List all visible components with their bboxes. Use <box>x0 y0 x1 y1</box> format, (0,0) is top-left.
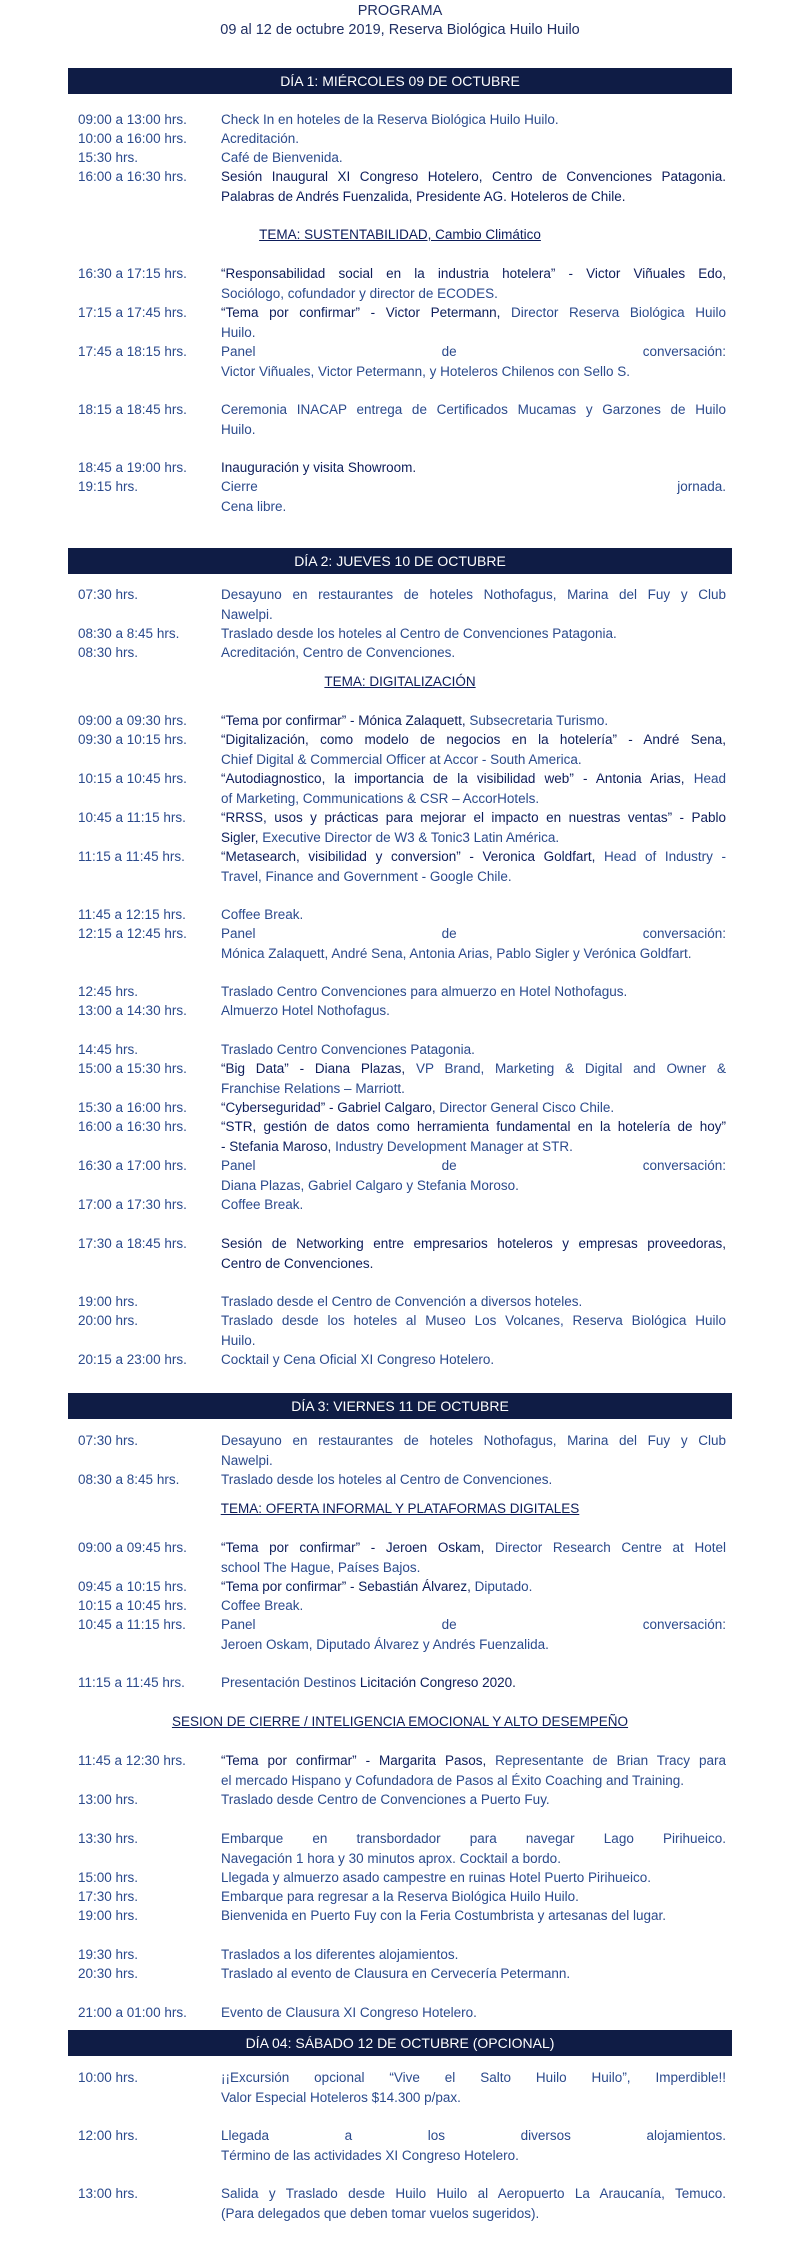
event-line: “Tema por confirmar” - Sebastián Álvarez, Diputado. <box>221 1579 533 1594</box>
event-line: Traslado al evento de Clausura en Cervecería Petermann. <box>221 1966 571 1981</box>
session-topic: SESION DE CIERRE / INTELIGENCIA EMOCIONAL Y ALTO DESEMPEÑO <box>171 1714 629 1729</box>
event-description <box>221 1906 726 1926</box>
event-time: 09:30 a 10:15 hrs. <box>78 732 187 747</box>
event-line: Cocktail y Cena Oficial XI Congreso Hotelero. <box>221 1352 495 1367</box>
event-time: 14:45 hrs. <box>78 1042 139 1057</box>
event-description <box>221 1059 726 1098</box>
event-time: 13:00 hrs. <box>78 1792 139 1807</box>
schedule-row <box>78 808 726 847</box>
event-line: “Digitalización, como modelo de negocios en la hotelería” - André Sena, <box>221 732 726 747</box>
event-description <box>221 477 726 516</box>
event-line: el mercado Hispano y Cofundadora de Pasos al Éxito Coaching and Training. <box>221 1772 685 1788</box>
event-line: Sesión de Networking entre empresarios hoteleros y empresas proveedoras, <box>221 1236 726 1251</box>
event-line: Traslados a los diferentes alojamientos. <box>221 1947 459 1962</box>
schedule-row <box>78 1868 726 1888</box>
schedule-row <box>78 1059 726 1098</box>
event-line: Almuerzo Hotel Nothofagus. <box>221 1003 390 1018</box>
event-line: “Tema por confirmar” - Jeroen Oskam, Director Research Centre at Hotel <box>221 1540 726 1555</box>
schedule-row <box>78 1195 726 1215</box>
event-time: 11:15 a 11:45 hrs. <box>78 849 185 864</box>
event-description <box>221 624 726 644</box>
event-time: 13:30 hrs. <box>78 1831 139 1846</box>
schedule-row <box>78 769 726 808</box>
event-description <box>221 1751 726 1790</box>
event-line: Coffee Break. <box>221 1598 304 1613</box>
program-title: PROGRAMA <box>357 3 443 19</box>
schedule-row <box>78 1751 726 1790</box>
event-line: Panel de conversación: <box>221 1158 726 1173</box>
schedule-row <box>78 167 726 206</box>
event-description <box>221 1964 726 1984</box>
event-line: Victor Viñuales, Victor Petermann, y Hoteleros Chilenos con Sello S. <box>221 363 630 379</box>
event-line: Presentación Destinos Licitación Congreso 2020. <box>221 1675 516 1690</box>
schedule-row <box>78 1964 726 1984</box>
event-description <box>221 458 726 478</box>
event-line: “Responsabilidad social en la industria hotelera” - Victor Viñuales Edo, <box>221 266 726 281</box>
schedule-row <box>78 1001 726 1021</box>
event-line: Franchise Relations – Marriott. <box>221 1080 405 1096</box>
schedule-row <box>78 624 726 644</box>
event-line: Traslado desde los hoteles al Museo Los Volcanes, Reserva Biológica Huilo <box>221 1313 726 1328</box>
event-time: 07:30 hrs. <box>78 1433 139 1448</box>
event-time: 12:15 a 12:45 hrs. <box>78 926 187 941</box>
event-time: 08:30 hrs. <box>78 645 139 660</box>
schedule-row <box>78 924 726 963</box>
event-line: Sigler, Executive Director de W3 & Tonic3 Latin América. <box>221 829 560 845</box>
event-time: 20:15 a 23:00 hrs. <box>78 1352 187 1367</box>
event-line: Centro de Convenciones. <box>221 1255 374 1271</box>
event-line: Coffee Break. <box>221 907 304 922</box>
schedule-row <box>78 1577 726 1597</box>
event-line: Sociólogo, cofundador y director de ECODES. <box>221 285 498 301</box>
event-line: Acreditación. <box>221 131 300 146</box>
event-line: Traslado Centro Convenciones para almuerzo en Hotel Nothofagus. <box>221 984 628 999</box>
schedule-row <box>78 1673 726 1693</box>
event-line: Llegada y almuerzo asado campestre en ruinas Hotel Puerto Pirihueico. <box>221 1870 651 1885</box>
event-line: Jeroen Oskam, Diputado Álvarez y Andrés Fuenzalida. <box>221 1636 549 1652</box>
event-line: Llegada a los diversos alojamientos. <box>221 2128 726 2143</box>
event-line: Traslado Centro Convenciones Patagonia. <box>221 1042 475 1057</box>
event-time: 08:30 a 8:45 hrs. <box>78 1472 180 1487</box>
event-time: 10:45 a 11:15 hrs. <box>78 810 186 825</box>
schedule-row <box>78 2003 726 2023</box>
schedule-row <box>78 1829 726 1868</box>
event-description <box>221 400 726 439</box>
schedule-row <box>78 342 726 381</box>
event-time: 19:15 hrs. <box>78 479 139 494</box>
event-line: school The Hague, Países Bajos. <box>221 1559 421 1575</box>
event-description <box>221 924 726 963</box>
event-time: 18:15 a 18:45 hrs. <box>78 402 187 417</box>
event-time: 09:45 a 10:15 hrs. <box>78 1579 187 1594</box>
schedule-row <box>78 1040 726 1060</box>
event-line: Huilo. <box>221 421 256 437</box>
event-description <box>221 1596 726 1616</box>
day-header: DÍA 1: MIÉRCOLES 09 DE OCTUBRE <box>68 68 732 94</box>
event-line: Traslado desde los hoteles al Centro de Convenciones. <box>221 1472 553 1487</box>
event-description <box>221 1538 726 1577</box>
event-description <box>221 730 726 769</box>
event-time: 10:15 a 10:45 hrs. <box>78 771 187 786</box>
event-line: Traslado desde los hoteles al Centro de Convenciones Patagonia. <box>221 626 617 641</box>
event-line: Cena libre. <box>221 498 287 514</box>
event-description <box>221 1156 726 1195</box>
event-line: “Metasearch, visibilidad y conversion” - Veronica Goldfart, Head of Industry - <box>221 849 726 864</box>
schedule-row <box>78 585 726 624</box>
event-time: 10:45 a 11:15 hrs. <box>78 1617 186 1632</box>
event-line: Panel de conversación: <box>221 1617 726 1632</box>
event-description <box>221 2184 726 2223</box>
event-line: “Tema por confirmar” - Mónica Zalaquett, Subsecretaria Turismo. <box>221 713 609 728</box>
event-line: Evento de Clausura XI Congreso Hotelero. <box>221 2005 477 2020</box>
event-line: “Cyberseguridad” - Gabriel Calgaro, Director General Cisco Chile. <box>221 1100 615 1115</box>
event-time: 15:00 a 15:30 hrs. <box>78 1061 187 1076</box>
event-line: Sesión Inaugural XI Congreso Hotelero, Centro de Convenciones Patagonia. <box>221 169 726 184</box>
event-description <box>221 2003 726 2023</box>
event-line: Check In en hoteles de la Reserva Biológica Huilo Huilo. <box>221 112 559 127</box>
event-time: 19:30 hrs. <box>78 1947 139 1962</box>
event-line: Coffee Break. <box>221 1197 304 1212</box>
event-time: 20:00 hrs. <box>78 1313 139 1328</box>
event-time: 13:00 hrs. <box>78 2186 139 2201</box>
schedule-row <box>78 711 726 731</box>
schedule-row <box>78 2068 726 2107</box>
event-line: Inauguración y visita Showroom. <box>221 460 417 475</box>
event-description <box>221 1350 726 1370</box>
event-description <box>221 303 726 342</box>
event-description <box>221 342 726 381</box>
program-subtitle: 09 al 12 de octubre 2019, Reserva Biológica Huilo Huilo <box>220 22 580 38</box>
event-line: “Big Data” - Diana Plazas, VP Brand, Marketing & Digital and Owner & <box>221 1061 726 1076</box>
event-line: Travel, Finance and Government - Google Chile. <box>221 868 512 884</box>
schedule-row <box>78 905 726 925</box>
event-description <box>221 1470 726 1490</box>
schedule-row <box>78 730 726 769</box>
event-description <box>221 167 726 206</box>
event-description <box>221 769 726 808</box>
event-time: 09:00 a 09:30 hrs. <box>78 713 187 728</box>
event-description <box>221 643 726 663</box>
event-description <box>221 129 726 149</box>
event-description <box>221 1673 726 1693</box>
schedule-row <box>78 1234 726 1273</box>
event-description <box>221 1098 726 1118</box>
event-time: 16:30 a 17:15 hrs. <box>78 266 187 281</box>
event-line: Chief Digital & Commercial Officer at Accor - South America. <box>221 751 582 767</box>
event-line: Nawelpi. <box>221 606 273 622</box>
schedule-row <box>78 1596 726 1616</box>
schedule-row <box>78 1945 726 1965</box>
event-time: 19:00 hrs. <box>78 1908 139 1923</box>
event-description <box>221 1001 726 1021</box>
event-line: Huilo. <box>221 324 256 340</box>
event-time: 10:15 a 10:45 hrs. <box>78 1598 187 1613</box>
event-description <box>221 1431 726 1470</box>
event-line: “Tema por confirmar” - Margarita Pasos, Representante de Brian Tracy para <box>221 1753 726 1768</box>
event-line: Salida y Traslado desde Huilo Huilo al Aeropuerto La Araucanía, Temuco. <box>221 2186 726 2201</box>
event-time: 17:00 a 17:30 hrs. <box>78 1197 187 1212</box>
event-time: 16:00 a 16:30 hrs. <box>78 1119 187 1134</box>
schedule-row <box>78 1098 726 1118</box>
event-time: 21:00 a 01:00 hrs. <box>78 2005 187 2020</box>
event-line: “Autodiagnostico, la importancia de la visibilidad web” - Antonia Arias, Head <box>221 771 726 786</box>
schedule-row <box>78 1350 726 1370</box>
event-time: 10:00 hrs. <box>78 2070 139 2085</box>
event-time: 11:15 a 11:45 hrs. <box>78 1675 185 1690</box>
session-topic: TEMA: OFERTA INFORMAL Y PLATAFORMAS DIGITALES <box>220 1501 580 1516</box>
event-description <box>221 1040 726 1060</box>
schedule-row <box>78 1615 726 1654</box>
schedule-row <box>78 148 726 168</box>
event-time: 15:00 hrs. <box>78 1870 139 1885</box>
event-line: “Tema por confirmar” - Victor Petermann, Director Reserva Biológica Huilo <box>221 305 727 320</box>
event-description <box>221 1887 726 1907</box>
event-time: 16:00 a 16:30 hrs. <box>78 169 187 184</box>
schedule-row <box>78 643 726 663</box>
event-time: 09:00 a 09:45 hrs. <box>78 1540 187 1555</box>
event-line: Panel de conversación: <box>221 344 726 359</box>
event-line: Desayuno en restaurantes de hoteles Nothofagus, Marina del Fuy y Club <box>221 1433 726 1448</box>
schedule-row <box>78 1790 726 1810</box>
event-time: 15:30 a 16:00 hrs. <box>78 1100 187 1115</box>
event-description <box>221 110 726 130</box>
schedule-row <box>78 1117 726 1156</box>
event-line: Panel de conversación: <box>221 926 726 941</box>
event-time: 17:30 a 18:45 hrs. <box>78 1236 187 1251</box>
schedule-row <box>78 400 726 439</box>
event-time: 19:00 hrs. <box>78 1294 139 1309</box>
event-line: Traslado desde el Centro de Convención a diversos hoteles. <box>221 1294 583 1309</box>
event-description <box>221 2126 726 2165</box>
schedule-row <box>78 1538 726 1577</box>
event-description <box>221 1577 726 1597</box>
event-description <box>221 1945 726 1965</box>
event-time: 11:45 a 12:15 hrs. <box>78 907 186 922</box>
event-line: “RRSS, usos y prácticas para mejorar el impacto en nuestras ventas” - Pablo <box>221 810 726 825</box>
schedule-row <box>78 303 726 342</box>
schedule-row <box>78 1887 726 1907</box>
event-time: 13:00 a 14:30 hrs. <box>78 1003 187 1018</box>
event-description <box>221 847 726 886</box>
event-description <box>221 585 726 624</box>
schedule-row <box>78 1311 726 1350</box>
event-time: 17:30 hrs. <box>78 1889 139 1904</box>
event-line: Palabras de Andrés Fuenzalida, Presidente AG. Hoteleros de Chile. <box>221 188 626 204</box>
event-line: ¡¡Excursión opcional “Vive el Salto Huilo Huilo”, Imperdible!! <box>221 2070 726 2085</box>
event-line: Navegación 1 hora y 30 minutos aprox. Cocktail a bordo. <box>221 1850 561 1866</box>
event-line: Diana Plazas, Gabriel Calgaro y Stefania Moroso. <box>221 1177 519 1193</box>
event-line: Acreditación, Centro de Convenciones. <box>221 645 456 660</box>
schedule-row <box>78 477 726 516</box>
event-description <box>221 2068 726 2107</box>
schedule-row <box>78 110 726 130</box>
day-header: DÍA 04: SÁBADO 12 DE OCTUBRE (OPCIONAL) <box>68 2030 732 2056</box>
event-description <box>221 1117 726 1156</box>
event-line: Embarque para regresar a la Reserva Biológica Huilo Huilo. <box>221 1889 579 1904</box>
event-line: Traslado desde Centro de Convenciones a Puerto Fuy. <box>221 1792 550 1807</box>
event-time: 16:30 a 17:00 hrs. <box>78 1158 187 1173</box>
schedule-row <box>78 2184 726 2223</box>
schedule-row <box>78 982 726 1002</box>
event-line: - Stefania Maroso, Industry Development Manager at STR. <box>221 1138 573 1154</box>
schedule-row <box>78 129 726 149</box>
session-topic: TEMA: SUSTENTABILIDAD, Cambio Climático <box>259 227 541 242</box>
event-description <box>221 1615 726 1654</box>
event-time: 08:30 a 8:45 hrs. <box>78 626 180 641</box>
schedule-row <box>78 264 726 303</box>
event-description <box>221 1234 726 1273</box>
event-line: (Para delegados que deben tomar vuelos sugeridos). <box>221 2205 540 2221</box>
session-topic: TEMA: DIGITALIZACIÓN <box>324 674 476 689</box>
event-time: 17:15 a 17:45 hrs. <box>78 305 187 320</box>
event-time: 12:45 hrs. <box>78 984 139 999</box>
event-time: 12:00 hrs. <box>78 2128 139 2143</box>
schedule-row <box>78 847 726 886</box>
event-line: Nawelpi. <box>221 1452 273 1468</box>
event-line: “STR, gestión de datos como herramienta fundamental en la hotelería de hoy” <box>221 1119 726 1134</box>
event-line: Huilo. <box>221 1332 256 1348</box>
event-line: Ceremonia INACAP entrega de Certificados Mucamas y Garzones de Huilo <box>221 402 726 417</box>
event-description <box>221 1868 726 1888</box>
schedule-row <box>78 1156 726 1195</box>
event-time: 07:30 hrs. <box>78 587 139 602</box>
event-description <box>221 1292 726 1312</box>
event-time: 11:45 a 12:30 hrs. <box>78 1753 186 1768</box>
event-time: 18:45 a 19:00 hrs. <box>78 460 187 475</box>
event-line: Embarque en transbordador para navegar Lago Pirihueico. <box>221 1831 726 1846</box>
event-time: 20:30 hrs. <box>78 1966 139 1981</box>
event-description <box>221 148 726 168</box>
event-line: Valor Especial Hoteleros $14.300 p/pax. <box>221 2089 461 2105</box>
event-line: Término de las actividades XI Congreso Hotelero. <box>221 2147 519 2163</box>
event-description <box>221 1195 726 1215</box>
event-description <box>221 1311 726 1350</box>
event-description <box>221 711 726 731</box>
event-description <box>221 264 726 303</box>
event-description <box>221 905 726 925</box>
schedule-row <box>78 2126 726 2165</box>
schedule-row <box>78 1906 726 1926</box>
schedule-row <box>78 458 726 478</box>
event-time: 09:00 a 13:00 hrs. <box>78 112 187 127</box>
schedule-row <box>78 1470 726 1490</box>
event-description <box>221 982 726 1002</box>
event-line: Cierre jornada. <box>221 479 726 494</box>
event-description <box>221 808 726 847</box>
schedule-row <box>78 1431 726 1470</box>
event-line: Mónica Zalaquett, André Sena, Antonia Arias, Pablo Sigler y Verónica Goldfart. <box>221 945 692 961</box>
event-time: 17:45 a 18:15 hrs. <box>78 344 187 359</box>
event-description <box>221 1829 726 1868</box>
event-line: Desayuno en restaurantes de hoteles Nothofagus, Marina del Fuy y Club <box>221 587 726 602</box>
event-time: 15:30 hrs. <box>78 150 139 165</box>
event-time: 10:00 a 16:00 hrs. <box>78 131 187 146</box>
schedule-row <box>78 1292 726 1312</box>
day-header: DÍA 2: JUEVES 10 DE OCTUBRE <box>68 548 732 574</box>
event-line: Bienvenida en Puerto Fuy con la Feria Costumbrista y artesanas del lugar. <box>221 1908 666 1923</box>
event-description <box>221 1790 726 1810</box>
event-line: of Marketing, Communications & CSR – AccorHotels. <box>221 790 540 806</box>
event-line: Café de Bienvenida. <box>221 150 343 165</box>
day-header: DÍA 3: VIERNES 11 DE OCTUBRE <box>68 1393 732 1419</box>
